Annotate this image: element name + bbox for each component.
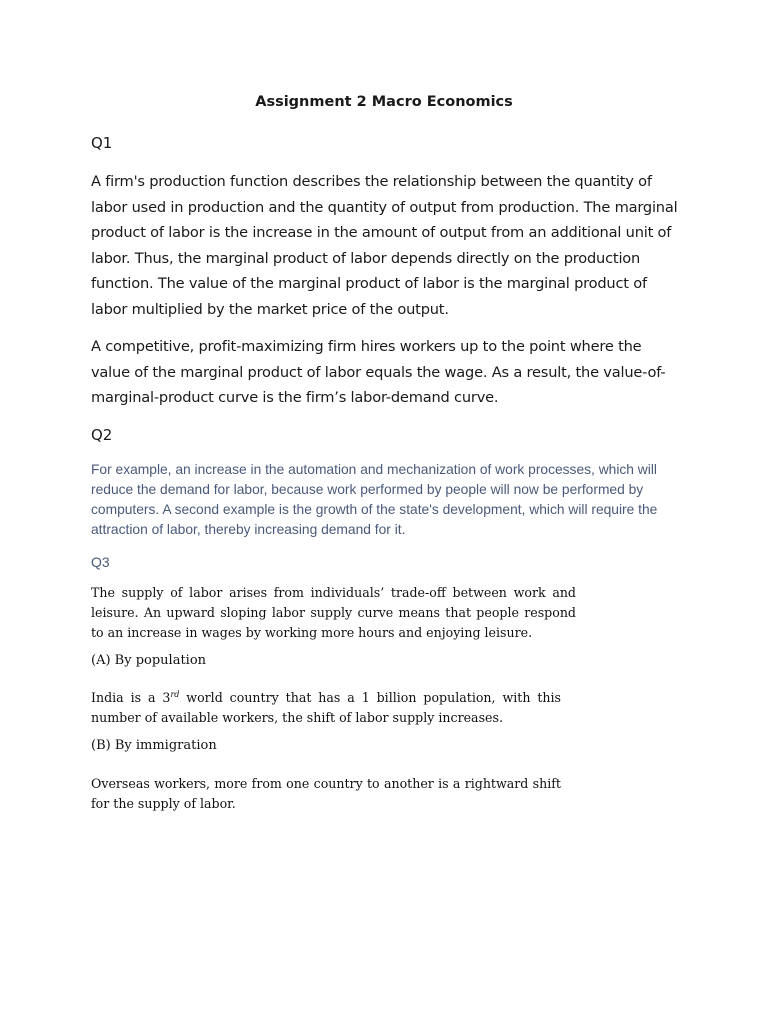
q3-heading: Q3 [91, 554, 110, 570]
q3-a-text-start: India is a 3 [91, 690, 171, 705]
q1-paragraph-2: A competitive, profit-maximizing firm hires workers up to the point where the value of the marginal product of labor equals the wage. As a result, the value-of-marginal-product curve is the firm’s labor-demand curve. [91, 338, 666, 406]
document-title: Assignment 2 Macro Economics [255, 94, 513, 110]
q2-paragraph: For example, an increase in the automation and mechanization of work processes, which will reduce the demand for labor, because work performed by people will now be performed by computers. A second example is the growth of the state's development, which will require the attraction of labor, thereby increasing demand for it. [91, 462, 658, 537]
q3-paragraph: The supply of labor arises from individuals’ trade-off between work and leisure. An upward sloping labor supply curve means that people respond to an increase in wages by working more hours and enjoying leisure. [91, 585, 576, 640]
q3-b-heading: (B) By immigration [91, 738, 217, 753]
q3-a-text [91, 688, 561, 728]
q2-heading: Q2 [91, 426, 113, 444]
q1-heading: Q1 [91, 134, 113, 152]
q3-a-heading: (A) By population [91, 653, 207, 668]
q3-a-text-end: world country that has a 1 billion population, with this number of available workers, the shift of labor supply increases. [91, 690, 561, 725]
q1-paragraph-1: A firm's production function describes the relationship between the quantity of labor used in production and the quantity of output from production. The marginal product of labor is the increase in the amount of output from an additional unit of labor. Thus, the marginal product of labor depends directly on the production function. The value of the marginal product of labor is the marginal product of labor multiplied by the market price of the output. [91, 173, 678, 318]
q3-b-text: Overseas workers, more from one country to another is a rightward shift for the supply of labor. [91, 776, 561, 811]
q3-a-superscript: rd [170, 689, 180, 699]
